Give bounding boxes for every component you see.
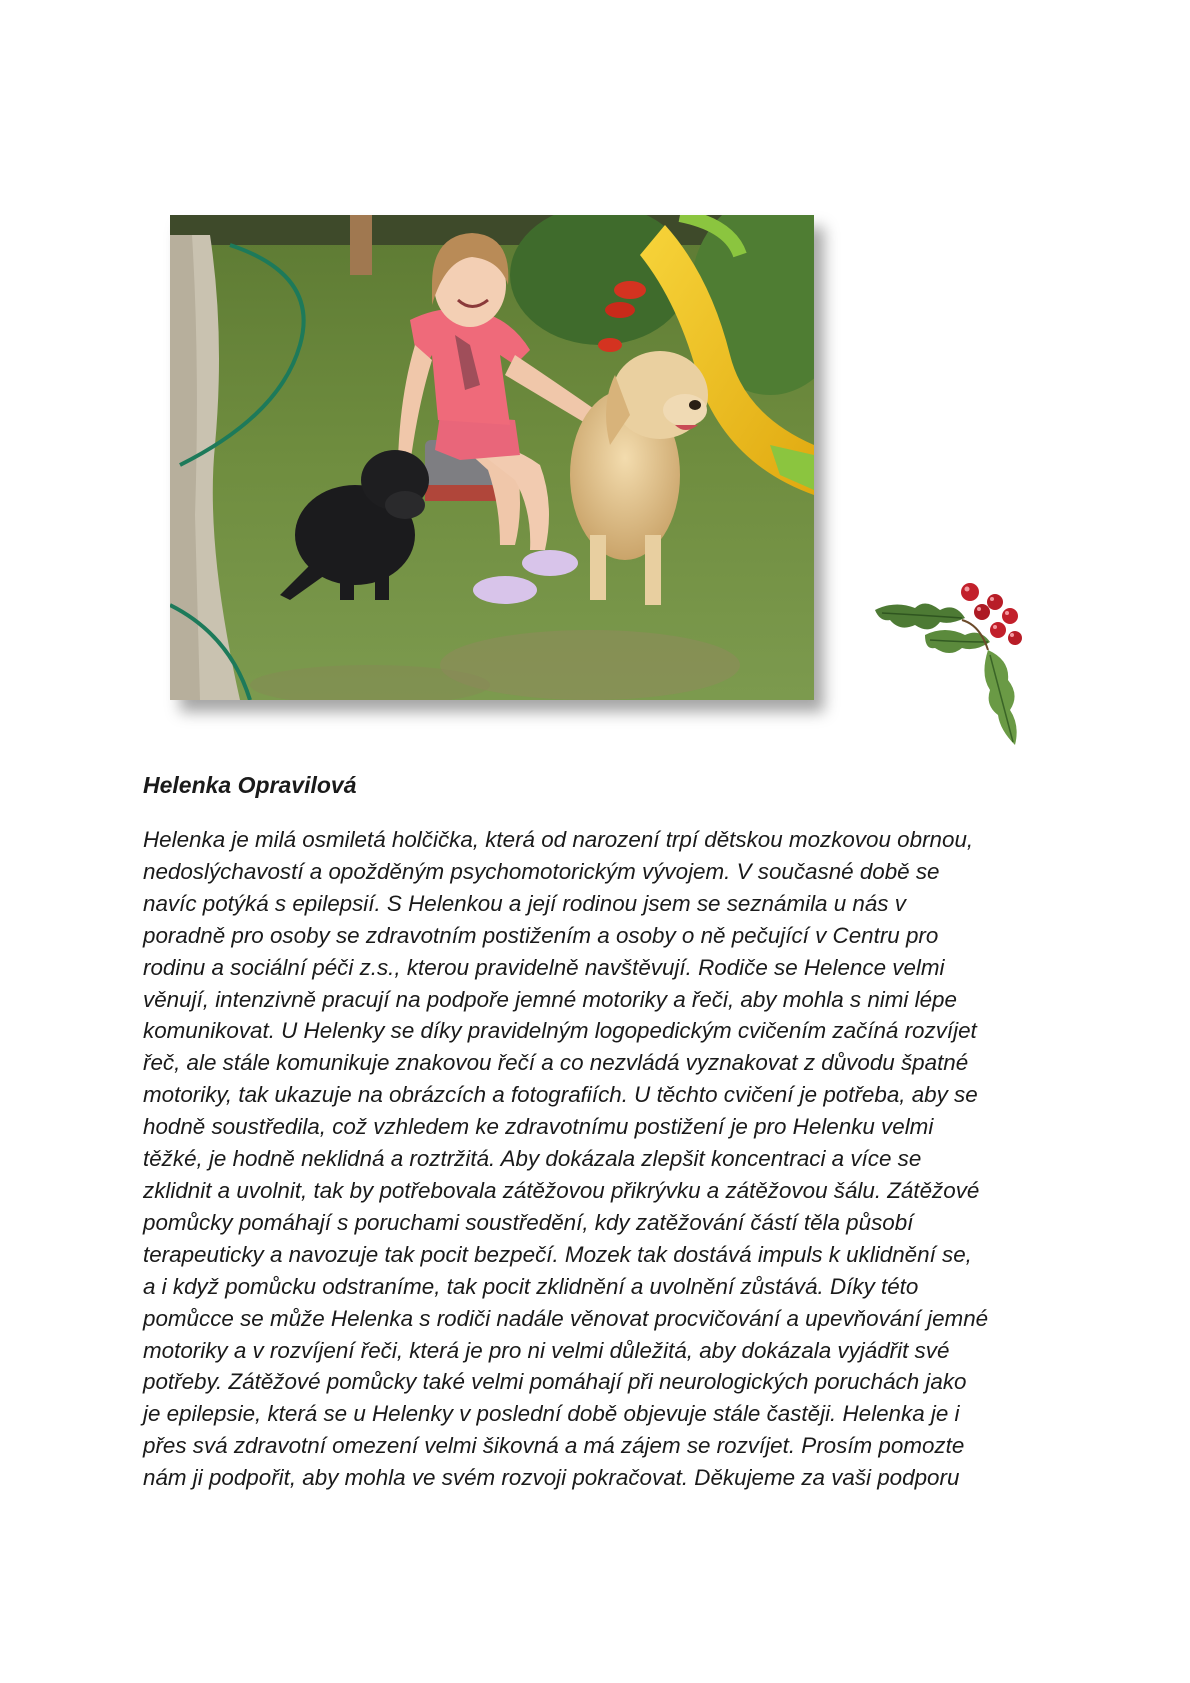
- story-line: komunikovat. U Helenky se díky pravidelným logopedickým cvičením začíná rozvíjet: [143, 1018, 977, 1044]
- story-line: navíc potýká s epilepsií. S Helenkou a její rodinou jsem se seznámila u nás v: [143, 890, 906, 916]
- child-with-two-dogs-photo: [170, 215, 814, 700]
- story-line: motoriky, tak ukazuje na obrázcích a fotografiích. U těchto cvičení je potřeba, aby se: [143, 1082, 978, 1108]
- story-line: terapeuticky a navozuje tak pocit bezpečí. Mozek tak dostává impuls k uklidnění se,: [143, 1241, 972, 1267]
- story-line: pomůcky pomáhají s poruchami soustředění, kdy zatěžování částí těla působí: [143, 1209, 914, 1235]
- story-line: přes svá zdravotní omezení velmi šikovná a má zájem se rozvíjet. Prosím pomozte: [143, 1433, 965, 1459]
- story-line: rodinu a sociální péči z.s., kterou pravidelně navštěvují. Rodiče se Helence velmi: [143, 954, 945, 980]
- story-line: je epilepsie, která se u Helenky v poslední době objevuje stále častěji. Helenka je i: [143, 1401, 960, 1427]
- person-name: Helenka Opravilová: [143, 772, 357, 798]
- story-line: pomůcce se může Helenka s rodiči nadále věnovat procvičování a upevňování jemné: [143, 1305, 989, 1331]
- story-line: těžké, je hodně neklidná a roztržitá. Aby dokázala zlepšit koncentraci a více se: [143, 1146, 922, 1172]
- holly-illustration: [870, 580, 1055, 755]
- story-line: poradně pro osoby se zdravotním postižením a osoby o ně pečující v Centru pro: [143, 922, 939, 948]
- story-line: nám ji podpořit, aby mohla ve svém rozvoji pokračovat. Děkujeme za vaši podporu: [143, 1465, 960, 1491]
- story-line: hodně soustředila, což vzhledem ke zdravotnímu postižení je pro Helenku velmi: [143, 1114, 934, 1140]
- photo-illustration: [170, 215, 814, 700]
- holly-sprig-icon: [870, 580, 1055, 755]
- story-line: zklidnit a uvolnit, tak by potřebovala zátěžovou přikrývku a zátěžovou šálu. Zátěžové: [143, 1177, 980, 1203]
- story-text: [143, 824, 1068, 1494]
- story-line: věnují, intenzivně pracují na podpoře jemné motoriky a řeči, aby mohla s nimi lépe: [143, 986, 957, 1012]
- story-line: a i když pomůcku odstraníme, tak pocit zklidnění a uvolnění zůstává. Díky této: [143, 1273, 919, 1299]
- story-line: řeč, ale stále komunikuje znakovou řečí a co nezvládá vyznakovat z důvodu špatné: [143, 1050, 969, 1076]
- story-line: motoriky a v rozvíjení řeči, která je pro ni velmi důležitá, aby dokázala vyjádřit své: [143, 1337, 950, 1363]
- story-line: Helenka je milá osmiletá holčička, která od narození trpí dětskou mozkovou obrnou,: [143, 827, 974, 852]
- story-line: potřeby. Zátěžové pomůcky také velmi pomáhají při neurologických poruchách jako: [143, 1369, 967, 1395]
- story-line: nedoslýchavostí a opožděným psychomotorickým vývojem. V současné době se: [143, 858, 940, 884]
